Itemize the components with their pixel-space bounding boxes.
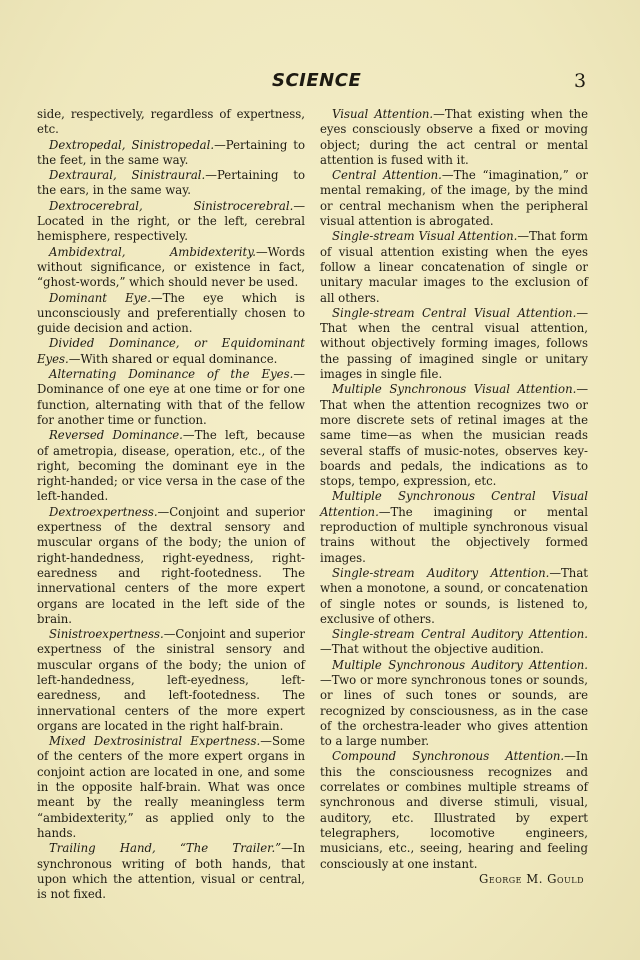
glossary-entry — [37, 505, 305, 627]
entry-term: Visual Attention. — [332, 107, 434, 121]
entry-text: —Pertaining to the feet, in the same way. — [37, 137, 305, 167]
glossary-entry — [37, 168, 305, 199]
entry-term: Single-stream Visual Attention. — [332, 229, 518, 244]
glossary-entry — [37, 734, 305, 841]
entry-term: Dextropedal, Sinistropedal. — [49, 137, 215, 152]
glossary-entry — [320, 229, 588, 305]
entry-text: —Pertaining to the ears, in the same way. — [37, 168, 305, 198]
glossary-entry — [37, 199, 305, 245]
entry-text: side, respectively, regardless of expertness, etc. — [37, 107, 305, 137]
entry-text: —Located in the right, or the left, cerebral hemisphere, respectively. — [37, 198, 305, 244]
entry-term: Dominant Eye. — [49, 290, 151, 305]
entry-text: —The left, because of ametropia, disease, operation, etc., of the right, becoming the dominant eye in the right-handed; or vice versa in the case of the left-handed. — [37, 428, 305, 504]
glossary-entry — [320, 306, 588, 382]
entry-text: —With shared or equal dominance. — [68, 351, 278, 366]
entry-term: Dextraural, Sinistraural. — [49, 168, 206, 183]
glossary-entry — [37, 107, 305, 138]
glossary-entry — [320, 489, 588, 565]
entry-term: Trailing Hand, “The Trailer.” — [49, 841, 282, 856]
glossary-entry — [320, 627, 588, 658]
entry-text: —The “imagination,” or mental remaking, of the image, by the mind or central mechanism when the peripheral visual attention is abrogated. — [320, 168, 588, 229]
entry-term: Single-stream Central Auditory Attention. — [332, 627, 588, 642]
entry-term: Alternating Dominance of the Eyes. — [49, 367, 294, 382]
entry-term: Multiple Synchronous Auditory Attention. — [332, 657, 588, 672]
entry-text: —The imagining or mental reproduction of multiple synchronous visual trains without the objectively formed images. — [320, 504, 588, 565]
entry-text: —In synchronous writing of both hands, that upon which the attention, visual or central, is not fixed. — [37, 841, 305, 902]
entry-text: —That without the objective audition. — [320, 642, 544, 657]
entry-text: —Some of the centers of the more expert organs in conjoint action are located in one, and some in the opposite half-brain. What was once meant by the really meaningless term “ambidexterity,” as applied only to the hands. — [37, 734, 305, 840]
entry-term: Reversed Dominance. — [49, 428, 183, 443]
entry-term: Central Attention. — [332, 168, 442, 183]
entry-term: Single-stream Auditory Attention. — [332, 565, 550, 580]
entry-term: Compound Synchronous Attention. — [332, 749, 565, 764]
running-head: SCIENCE — [272, 70, 362, 91]
glossary-entry — [37, 627, 305, 734]
entry-text: —The eye which is unconsciously and preferentially chosen to guide decision and action. — [37, 290, 305, 336]
entry-text: —That existing when the eyes consciously observe a fixed or moving object; during the act central or mental attention is fused with it. — [320, 107, 588, 167]
entry-text: —Words without significance, or existence in fact, “ghost-words,” which should never be used. — [37, 244, 305, 290]
entry-text: —That when the central visual attention, without objectively forming images, follows the passing of imagined single or unitary images in single file. — [320, 305, 588, 382]
right-column — [320, 107, 588, 887]
entry-term: Ambidextral, Ambidexterity. — [49, 244, 256, 259]
entry-text: —Two or more synchronous tones or sounds, or lines of such tones or sounds, are recognized by consciousness, as in the case of the orchestra-leader who gives attention to a large number. — [320, 672, 588, 749]
glossary-entry — [320, 107, 588, 168]
entry-term: Divided Dominance, or Equidominant Eyes. — [37, 336, 305, 366]
entry-term: Single-stream Central Visual Attention. — [332, 305, 577, 320]
page-number: 3 — [574, 70, 587, 92]
glossary-entry — [37, 841, 305, 902]
glossary-entry — [320, 749, 588, 871]
entry-text: —In this the consciousness recognizes and correlates or combines multiple streams of synchronous and diverse stimuli, visual, auditory, etc. Illustrated by expert telegraphers, locomotive engineers, musicians, etc., seeing, hearing and feeling consciously at one instant. — [320, 749, 588, 871]
author-signature: George M. Gould — [479, 871, 584, 886]
glossary-entry — [37, 428, 305, 504]
entry-term: Multiple Synchronous Visual Attention. — [332, 382, 577, 397]
entry-text: —Dominance of one eye at one time or for one function, alternating with that of the fellow for another time or function. — [37, 367, 305, 427]
entry-text: —Conjoint and superior expertness of the sinistral sensory and muscular organs of the body; the union of left-handedness, left-eyedness, left-earedness, and left-footedness. The innervational centers of the more expert organs are located in the right half-brain. — [37, 627, 305, 733]
glossary-entry — [37, 138, 305, 169]
glossary-entry — [37, 245, 305, 291]
glossary-entry — [37, 367, 305, 428]
entry-term: Multiple Synchronous Central Visual Attention. — [320, 489, 588, 519]
entry-term: Dextrocerebral, Sinistrocerebral. — [49, 198, 294, 213]
glossary-entry — [320, 168, 588, 229]
entry-term: Dextroexpertness. — [49, 504, 158, 519]
entry-text: —Conjoint and superior expertness of the dextral sensory and muscular organs of the body; the union of right-handedness, right-eyedness, right-earedness and right-footedness. The innervational centers of the more expert organs are located in the left side of the brain. — [37, 504, 305, 626]
entry-text: —That when the attention recognizes two or more discrete sets of retinal images at the same time—as when the musician reads several staffs of music-notes, observes key-boards and pedals, the indications as to stops, tempo, expression, etc. — [320, 382, 588, 489]
entry-text: —That when a monotone, a sound, or concatenation of single notes or sounds, is listened to, exclusive of others. — [320, 565, 588, 626]
left-column — [37, 107, 305, 902]
entry-term: Sinistroexpertness. — [49, 627, 164, 642]
glossary-entry — [320, 566, 588, 627]
entry-text: —That form of visual attention existing when the eyes follow a linear concatenation of single or unitary macular images to the exclusion of all others. — [320, 229, 588, 305]
glossary-entry — [320, 382, 588, 489]
glossary-entry — [37, 336, 305, 367]
glossary-entry — [320, 658, 588, 750]
entry-term: Mixed Dextrosinistral Expertness. — [49, 734, 261, 749]
glossary-entry — [37, 291, 305, 337]
page-header — [0, 70, 640, 94]
